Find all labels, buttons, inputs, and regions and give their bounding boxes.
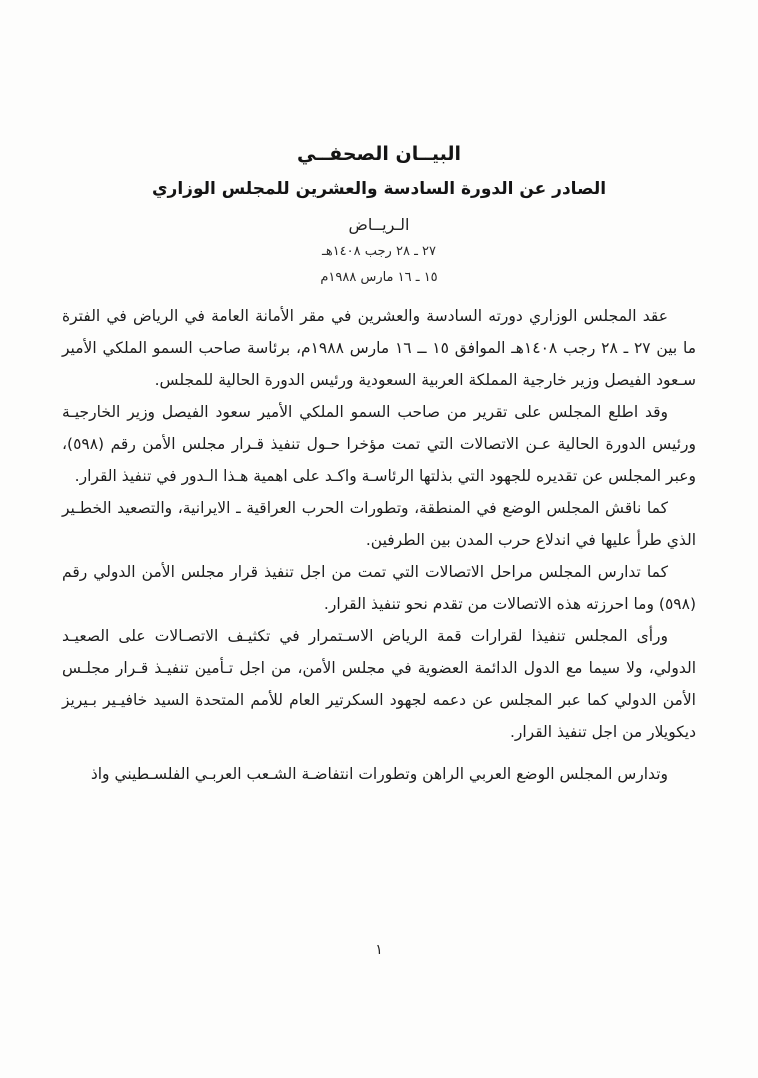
document-body — [62, 300, 696, 790]
paragraph-6: وتدارس المجلس الوضع العربي الراهن وتطورات انتفاضـة الشـعب العربـي الفلسـطيني واذ — [90, 765, 668, 783]
document-date-hijri: ٢٧ ـ ٢٨ رجب ١٤٠٨هـ — [322, 244, 436, 259]
document-date-gregorian: ١٥ ـ ١٦ مارس ١٩٨٨م — [320, 270, 438, 285]
paragraph-3: كما ناقش المجلس الوضع في المنطقة، وتطورات الحرب العراقية ـ الايرانية، والتصعيد الخطـير الذي طرأ عليها في اندلاع حرب المدن بين الطرفين. — [62, 499, 696, 549]
paragraph-4: كما تدارس المجلس مراحل الاتصالات التي تمت من اجل تنفيذ قرار مجلس الأمن الدولي رقم (٥٩٨) وما احرزته هذه الاتصالات من تقدم نحو تنفيذ القرار. — [62, 563, 696, 613]
paragraph-5: ورأى المجلس تنفيذا لقرارات قمة الرياض الاسـتمرار في تكثيـف الاتصـالات على الصعيـد الدولي، ولا سيما مع الدول الدائمة العضوية في مجلس الأمن، من اجل تـأمين تنفيـذ قـرار مجلـس الأمن الدولي كما عبر المجلس عن دعمه لجهود السكرتير العام للأمم المتحدة السيد خافيـير بـيريز ديكويلار من اجل تنفيذ القرار. — [62, 627, 696, 741]
paragraph-2: وقد اطلع المجلس على تقرير من صاحب السمو الملكي الأمير سعود الفيصل وزير الخارجيـة ورئيس الدورة الحالية عـن الاتصالات التي تمت مؤخرا حـول تنفيذ قـرار مجلس الأمن رقم (٥٩٨)، وعبر المجلس عن تقديره للجهود التي بذلتها الرئاسـة واكـد على اهمية هـذا الـدور في تنفيذ القرار. — [62, 403, 696, 485]
paragraph-1: عقد المجلس الوزاري دورته السادسة والعشرين في مقر الأمانة العامة في الرياض في الفترة ما بين ٢٧ ـ ٢٨ رجب ١٤٠٨هـ الموافق ١٥ ــ ١٦ مارس ١٩٨٨م، برئاسة صاحب السمو الملكي الأمير سـعود الفيصل وزير خارجية المملكة العربية السعودية ورئيس الدورة الحالية للمجلس. — [62, 307, 697, 389]
document-title: البيــان الصحفــي — [296, 143, 462, 165]
document-location: الـريــاض — [348, 215, 410, 234]
document-subtitle: الصادر عن الدورة السادسة والعشرين للمجلس الوزاري — [151, 179, 607, 199]
document-header — [0, 143, 758, 296]
page-number: ١ — [375, 942, 383, 958]
